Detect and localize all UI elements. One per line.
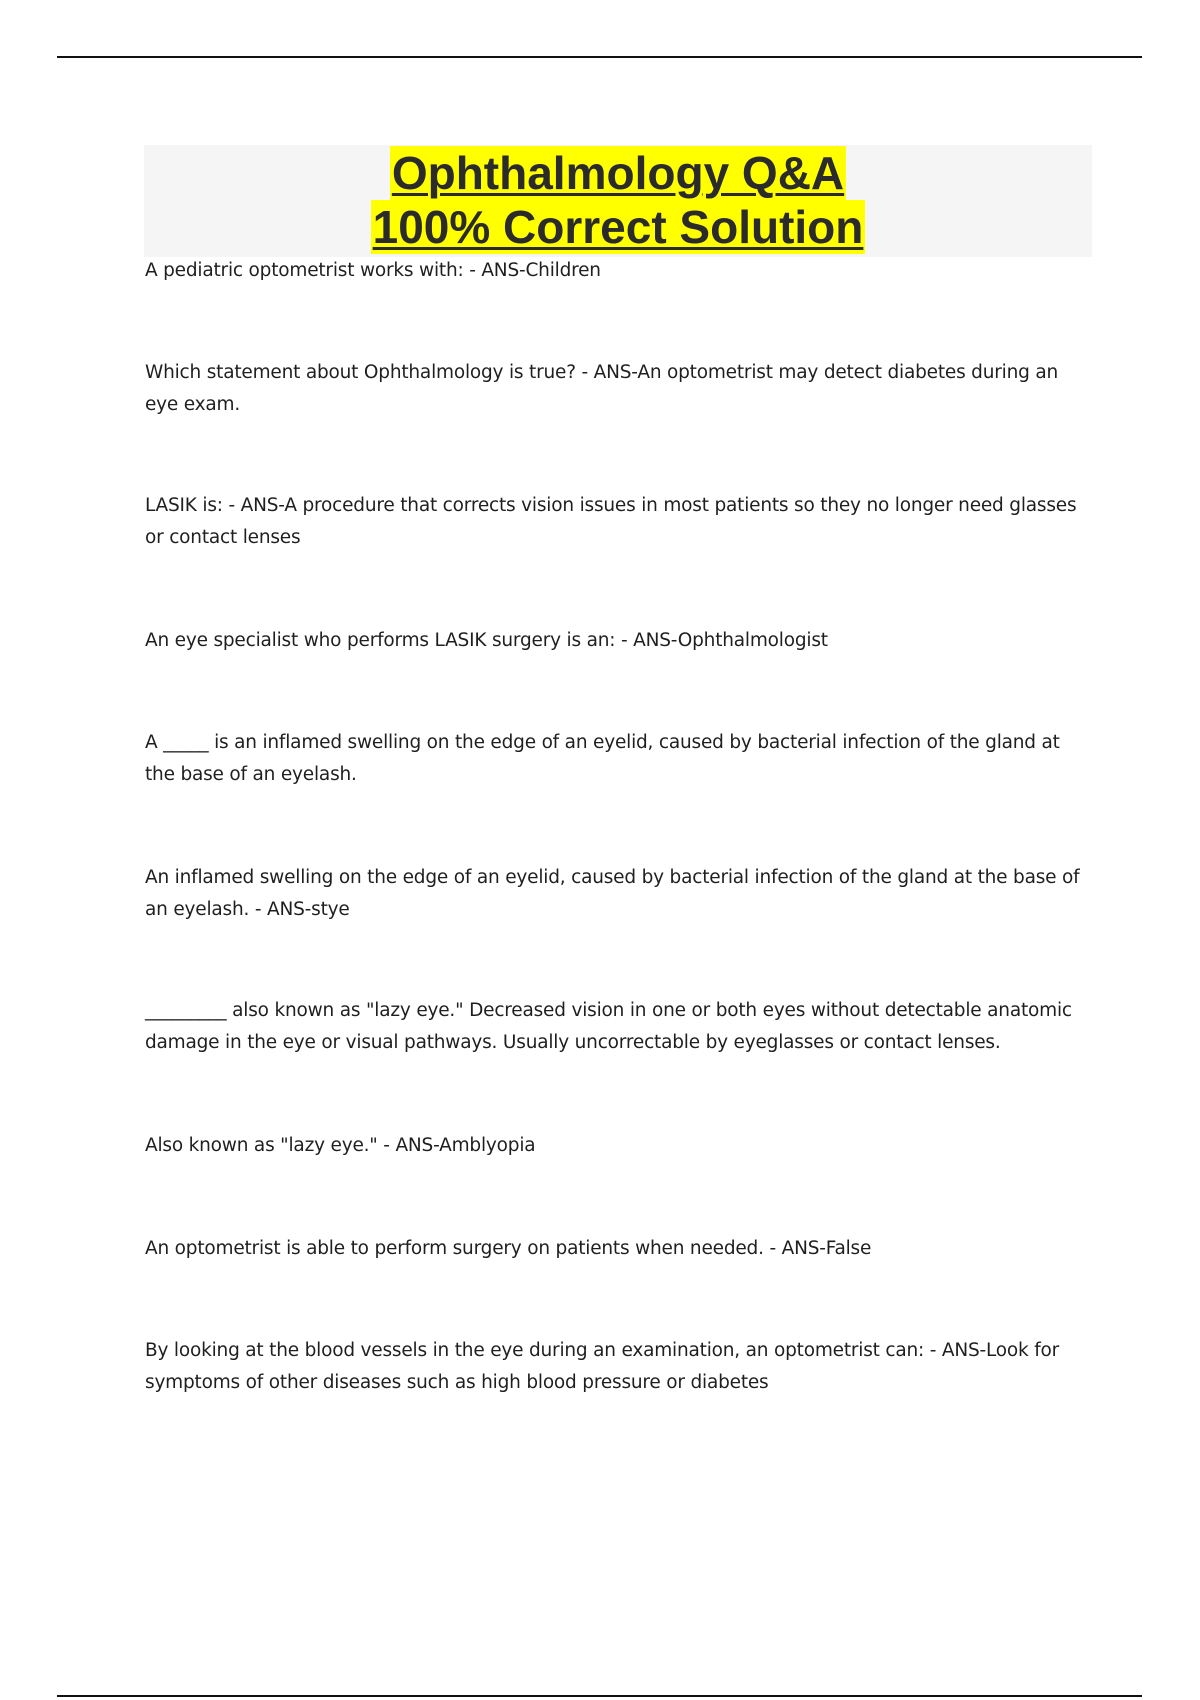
qa-item: By looking at the blood vessels in the eye during an examination, an optometrist can: - ANS-Look for symptoms of other diseases such as high blood pressure or diabetes [145, 1340, 1060, 1393]
document-subtitle: 100% Correct Solution [372, 201, 864, 253]
bottom-page-rule [57, 1695, 1142, 1697]
document-title: Ophthalmology Q&A [391, 147, 845, 199]
qa-item: _________ also known as "lazy eye." Decreased vision in one or both eyes without detectable anatomic damage in the eye or visual pathways. Usually uncorrectable by eyeglasses or contact lenses. [145, 1000, 1072, 1053]
qa-item: Which statement about Ophthalmology is true? - ANS-An optometrist may detect diabetes during an eye exam. [145, 362, 1059, 415]
qa-item: Also known as "lazy eye." - ANS-Amblyopia [145, 1135, 536, 1156]
qa-item: LASIK is: - ANS-A procedure that corrects vision issues in most patients so they no longer need glasses or contact lenses [145, 495, 1077, 548]
qa-item: An inflamed swelling on the edge of an eyelid, caused by bacterial infection of the gland at the base of an eyelash. - ANS-stye [145, 867, 1080, 920]
qa-item: An optometrist is able to perform surgery on patients when needed. - ANS-False [145, 1238, 872, 1259]
document-title-block [144, 145, 1092, 257]
top-page-rule [57, 56, 1142, 58]
qa-item: An eye specialist who performs LASIK surgery is an: - ANS-Ophthalmologist [145, 630, 828, 651]
qa-item: A _____ is an inflamed swelling on the edge of an eyelid, caused by bacterial infection of the gland at the base of an eyelash. [145, 732, 1060, 785]
qa-item: A pediatric optometrist works with: - ANS-Children [145, 260, 601, 281]
